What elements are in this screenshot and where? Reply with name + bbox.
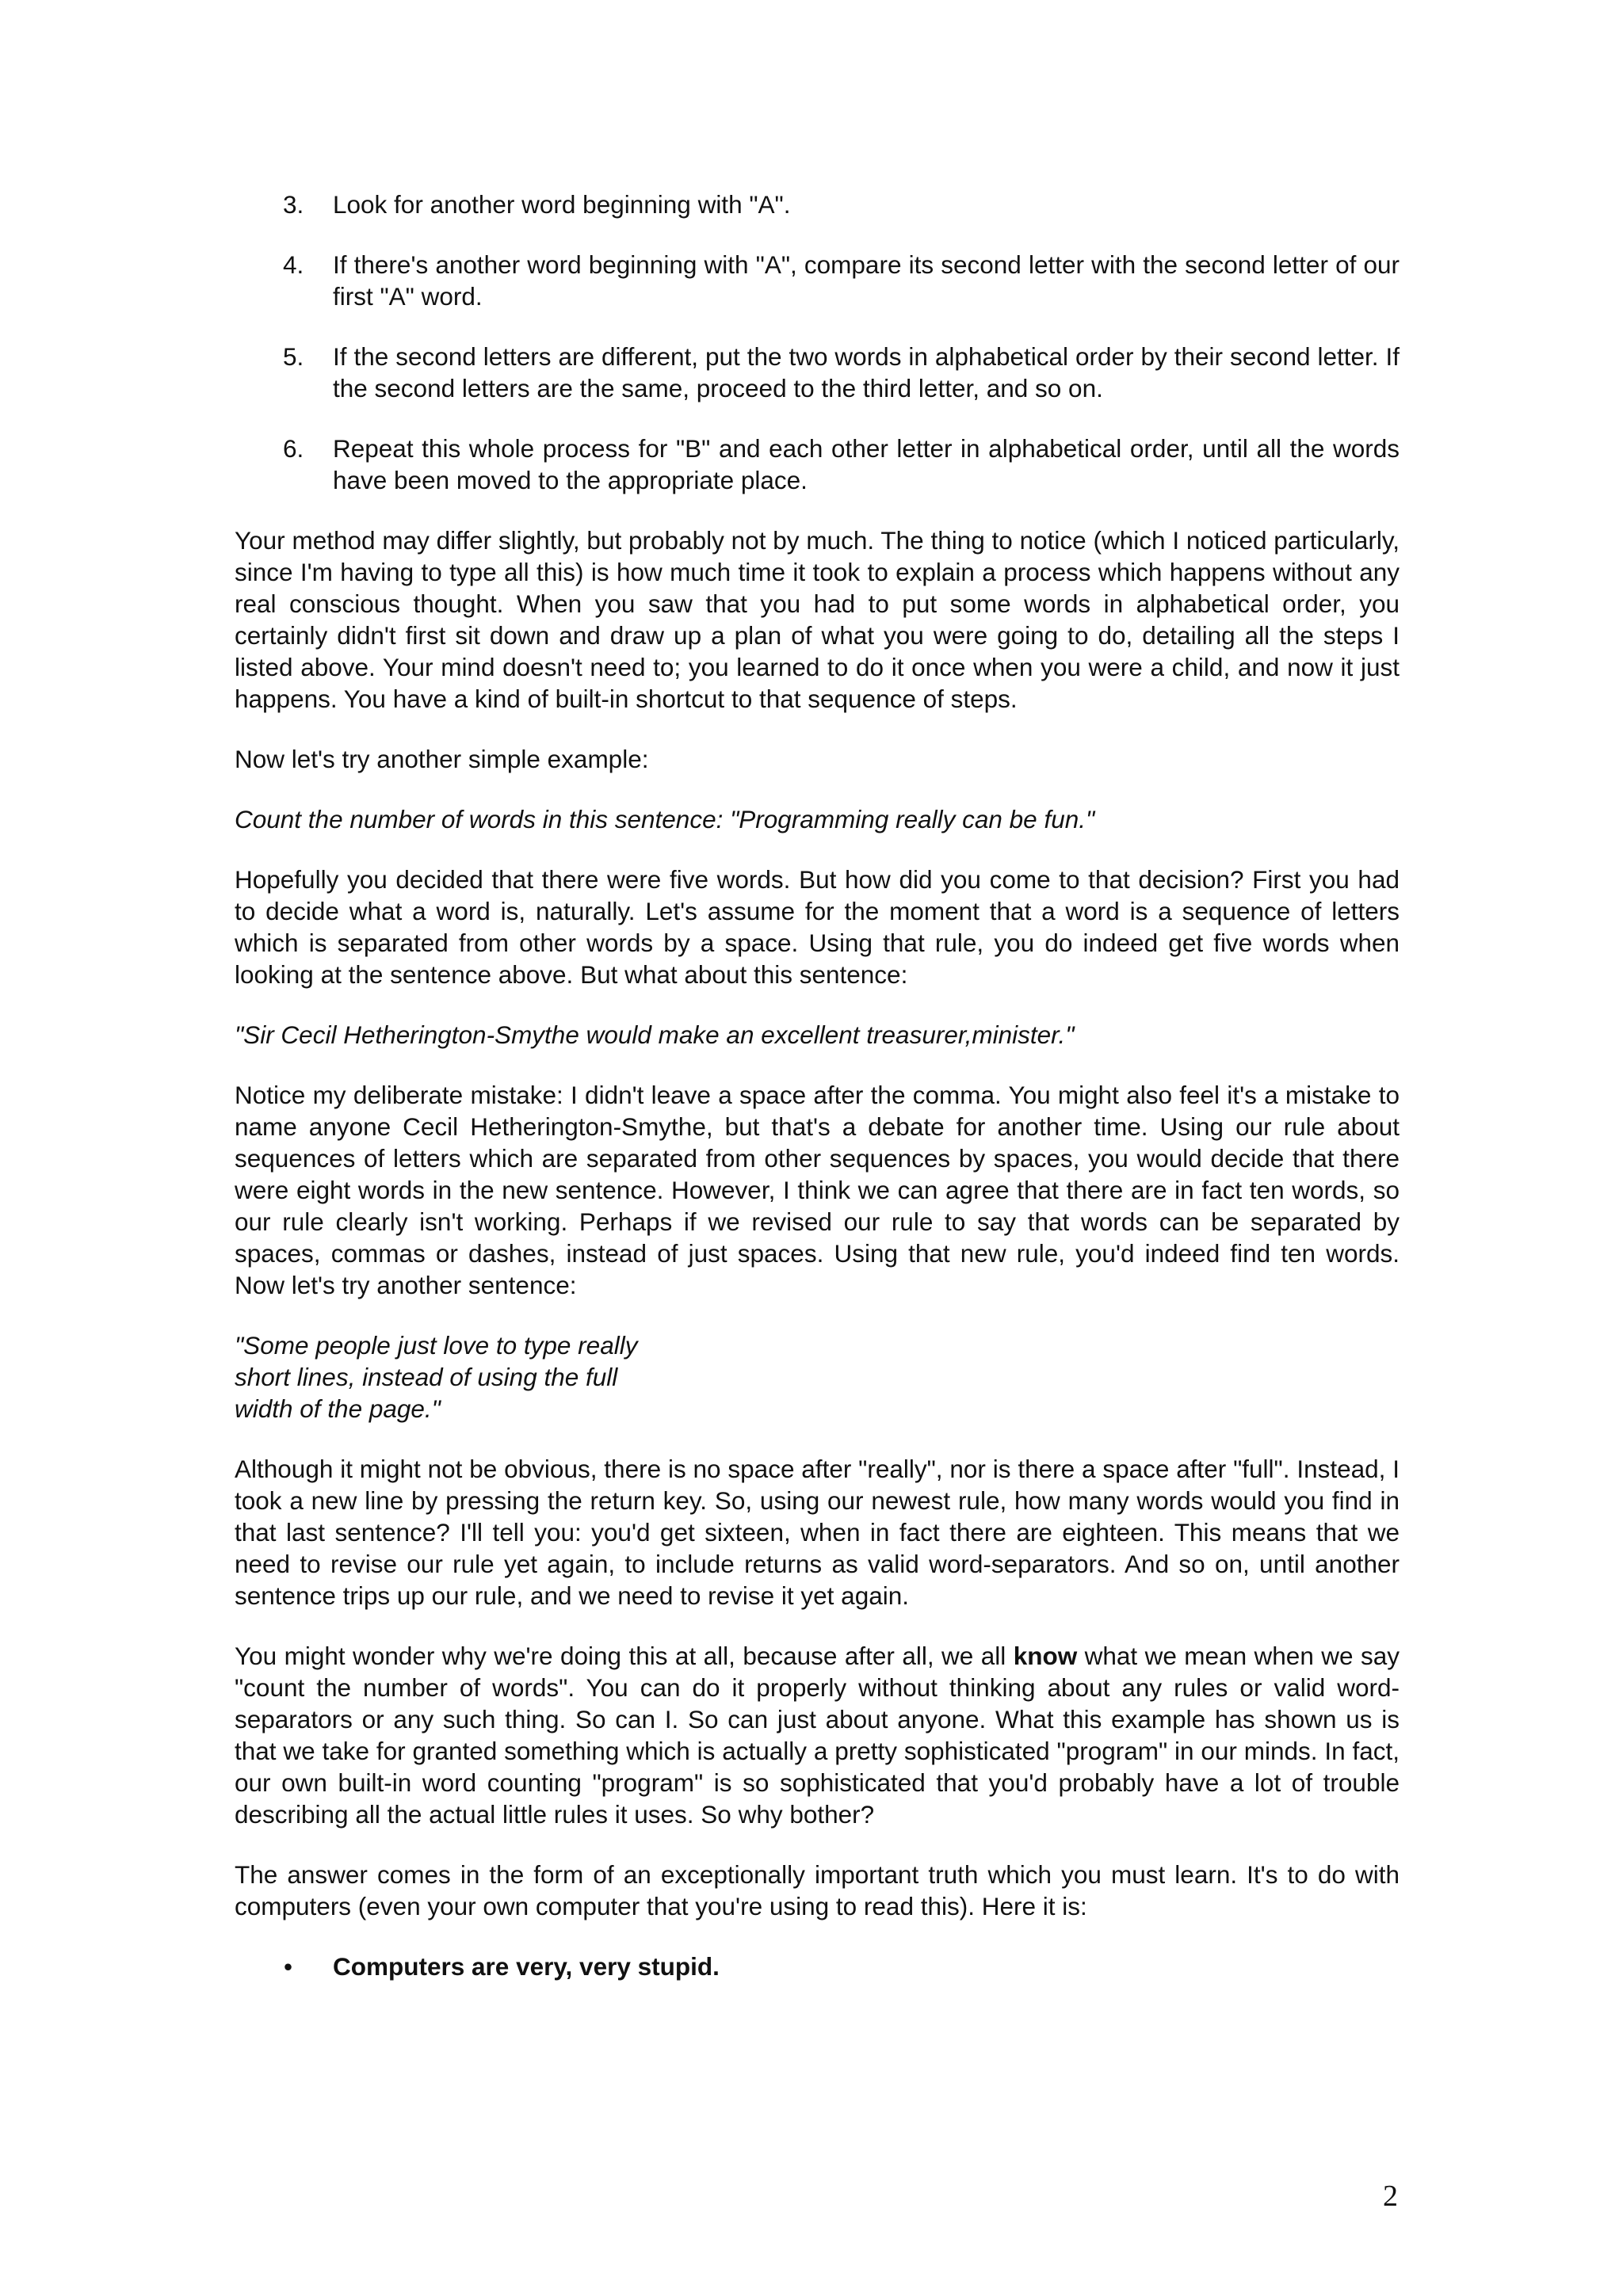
list-item-text: Look for another word beginning with "A". [333, 190, 791, 219]
quote-cecil-sentence: "Sir Cecil Hetherington-Smythe would make an excellent treasurer,minister." [235, 1020, 1075, 1049]
paragraph-no-space: Although it might not be obvious, there is no space after "really", nor is there a space after "full". Instead, I took a new line by pressing the return key. So, using our newest rule, how many words would you find in that last sentence? I'll tell you: you'd get sixteen, when in fact there are eighteen. This means that we need to revise our rule yet again, to include returns as valid word-separators. And so on, until another sentence trips up our rule, and we need to revise it yet again. [235, 1455, 1400, 1610]
list-number: 3. [283, 190, 304, 219]
list-number: 5. [283, 342, 304, 371]
paragraph-why-bother [235, 1640, 1400, 1830]
bullet-marker: • [284, 1952, 293, 1981]
paragraph-another-example: Now let's try another simple example: [235, 745, 649, 773]
bullet-text: Computers are very, very stupid. [333, 1952, 720, 1981]
numbered-steps-list [235, 189, 1400, 496]
paragraph-five-words: Hopefully you decided that there were five words. But how did you come to that decision? First you had to decide what a word is, naturally. Let's assume for the moment that a word is a sequence of letters which is separated from other words by a space. Using that rule, you do indeed get five words when looking at the sentence above. But what about this sentence: [235, 865, 1400, 989]
paragraph-text-end: what we mean when we say "count the number of words". You can do it properly without thinking about any rules or valid word-separators or any such thing. So can I. So can just about anyone. What this example has shown us is that we take for granted something which is actually a pretty sophisticated "program" in our minds. In fact, our own built-in word counting "program" is so sophisticated that you'd probably have a lot of trouble describing all the actual little rules it uses. So why bother? [235, 1642, 1400, 1829]
list-item-text: If the second letters are different, put the two words in alphabetical order by their second letter. If the second letters are the same, proceed to the third letter, and so on. [333, 342, 1400, 402]
paragraph-text-start: You might wonder why we're doing this at all, because after all, we all [235, 1642, 1014, 1670]
list-item [235, 189, 1400, 220]
list-number: 6. [283, 434, 304, 463]
quote-short-lines: "Some people just love to type really short lines, instead of using the full width of the page." [235, 1331, 638, 1423]
quote-count-words: Count the number of words in this sentence: "Programming really can be fun." [235, 805, 1095, 833]
list-item [235, 433, 1400, 496]
list-number: 4. [283, 250, 304, 279]
list-item [235, 249, 1400, 312]
bullet-item [235, 1951, 1400, 1982]
list-item-text: Repeat this whole process for "B" and each other letter in alphabetical order, until all the words have been moved to the appropriate place. [333, 434, 1400, 494]
bold-word-know: know [1013, 1642, 1078, 1670]
list-item-text: If there's another word beginning with "A", compare its second letter with the second letter of our first "A" word. [333, 250, 1400, 311]
page-number: 2 [1383, 2180, 1398, 2213]
paragraph-method: Your method may differ slightly, but probably not by much. The thing to notice (which I noticed particularly, since I'm having to type all this) is how much time it took to explain a process which happens without any real conscious thought. When you saw that you had to put some words in alphabetical order, you certainly didn't first sit down and draw up a plan of what you were going to do, detailing all the steps I listed above. Your mind doesn't need to; you learned to do it once when you were a child, and now it just happens. You have a kind of built-in shortcut to that sequence of steps. [235, 526, 1400, 713]
paragraph-answer: The answer comes in the form of an exceptionally important truth which you must learn. It's to do with computers (even your own computer that you're using to read this). Here it is: [235, 1860, 1400, 1920]
list-item [235, 341, 1400, 404]
paragraph-deliberate-mistake: Notice my deliberate mistake: I didn't leave a space after the comma. You might also feel it's a mistake to name anyone Cecil Hetherington-Smythe, but that's a debate for another time. Using our rule about sequences of letters which are separated from other sequences by spaces, you would decide that there were eight words in the new sentence. However, I think we can agree that there are in fact ten words, so our rule clearly isn't working. Perhaps if we revised our rule to say that words can be separated by spaces, commas or dashes, instead of just spaces. Using that new rule, you'd indeed find ten words. Now let's try another sentence: [235, 1081, 1400, 1299]
page-body [235, 189, 1400, 1982]
bullet-list [235, 1951, 1400, 1982]
